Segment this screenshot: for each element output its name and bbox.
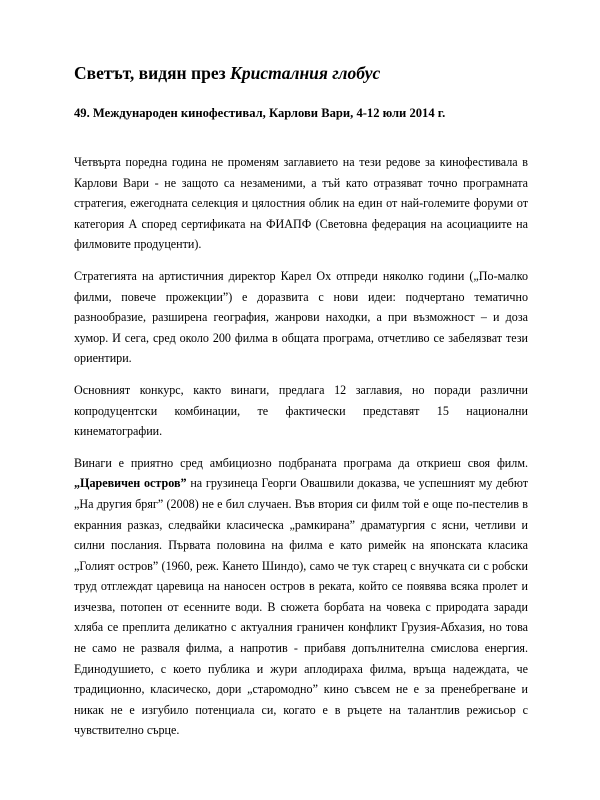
title-italic-text: Кристалния глобус bbox=[230, 63, 381, 83]
paragraph-1: Четвърта поредна година не променям заглавието на тези редове за кинофестивала в Карлови Вари - не защото са незаменими, а тъй като отразяват точно програмната стратегия, ежегодната селекция и цялостния облик на един от най-големите форуми от категория А според сертификата на ФИАПФ (Световна федерация на асоциациите на филмовите продуценти). bbox=[74, 155, 528, 252]
article-title bbox=[74, 62, 534, 84]
paragraph-4 bbox=[74, 453, 528, 741]
paragraph-2: Стратегията на артистичния директор Карел Ох отпреди няколко години („По-малко филми, повече прожекции”) е доразвита с нови идеи: подчертано тематично разнообразие, разширена география, жанрови находки, а при възможност – и доза хумор. И сега, сред около 200 филма в общата програма, отчетливо се забелязват тези ориентири. bbox=[74, 268, 528, 366]
paragraph-4-rest: на грузинеца Георги Овашвили доказва, че успешният му дебют „На другия бряг” (2008) не е бил случаен. Във втория си филм той е още по-пестелив в екранния разказ, следвайки класическа „рамкирана” драматургия с ясни, четливи и силни послания. Първата половина на филма е като римейк на японската класика „Голият остров” (1960, реж. Кането Шиндо), само че тук старец с внучката си с робски труд отглеждат царевица на наносен остров в реката, който се появява всяка пролет и изчезва, потопен от есенните води. В сюжета борбата на човека с природата заради хляба се преплита деликатно с актуалния граничен конфликт Грузия-Абхазия, но това не само не разваля филма, а напротив - прибавя допълнителна смислова енергия. Единодушието, с което публика и жури аплодираха филма, връща надеждата, че традиционно, класическо, дори „старомодно” кино съвсем не е за пренебрегване и никак не е изгубило потенциала си, когато е в ръцете на талантлив режисьор с чувствително сърце. bbox=[74, 476, 528, 738]
title-text: Светът, видян през bbox=[74, 63, 230, 83]
film-title: „Царевичен остров” bbox=[74, 476, 187, 491]
article-subtitle: 49. Международен кинофестивал, Карлови Вари, 4-12 юли 2014 г. bbox=[74, 106, 446, 120]
article-body bbox=[74, 152, 528, 752]
paragraph-4-intro: Винаги е приятно сред амбициозно подбраната програма да откриеш своя филм. bbox=[74, 455, 528, 470]
paragraph-3: Основният конкурс, както винаги, предлага 12 заглавия, но поради различни копродуцентски комбинации, те фактически представят 15 национални кинематографии. bbox=[74, 382, 528, 439]
